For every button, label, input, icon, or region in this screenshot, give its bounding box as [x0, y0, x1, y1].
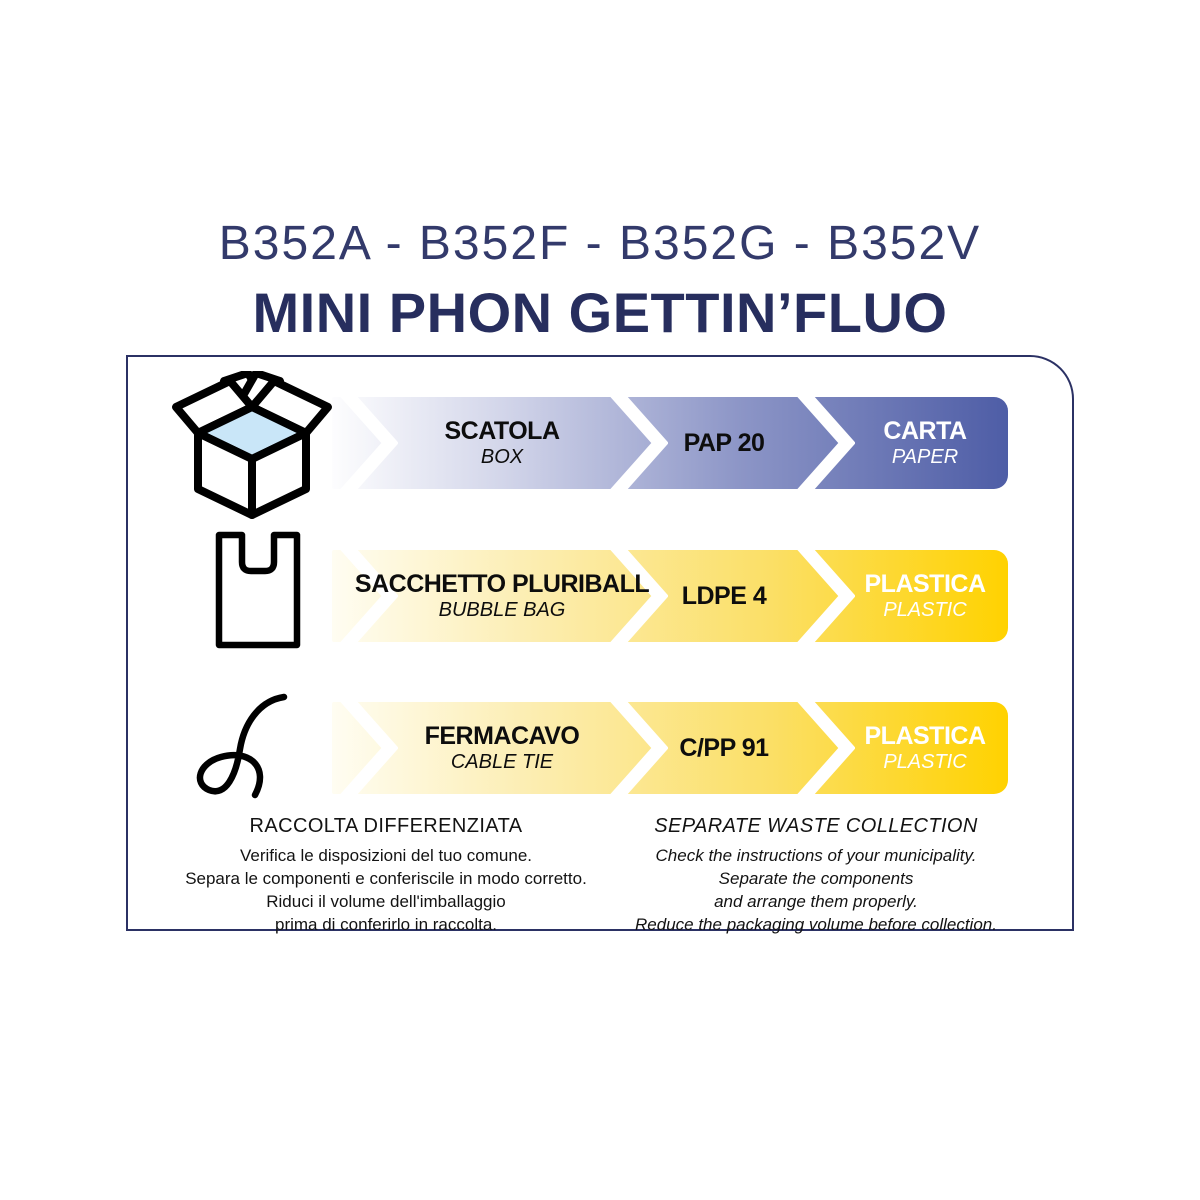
bag-material-band	[332, 550, 1008, 642]
material-segment	[845, 702, 1005, 794]
notes-line: and arrange them properly.	[714, 892, 918, 911]
cable-tie-icon	[194, 689, 304, 812]
notes-line: Separa le componenti e conferiscile in modo corretto.	[185, 869, 587, 888]
notes-line: prima di conferirlo in raccolta.	[274, 915, 498, 934]
material-name-en: PLASTIC	[883, 598, 967, 621]
material-name: CARTA	[883, 416, 967, 445]
notes-title-it: RACCOLTA DIFFERENZIATA	[249, 815, 523, 837]
component-segment	[390, 702, 614, 794]
material-name: PLASTICA	[864, 721, 986, 750]
material-name-en: PAPER	[891, 445, 959, 468]
material-code-segment	[654, 702, 794, 794]
component-name-en: BOX	[480, 445, 524, 468]
cable-tie-material-band	[332, 702, 1008, 794]
recycling-panel	[126, 355, 1074, 934]
component-name-en: CABLE TIE	[450, 750, 554, 773]
component-name: SACCHETTO PLURIBALL	[354, 569, 650, 598]
chevron-right-icon	[334, 397, 398, 489]
separate-collection-notes-it	[146, 815, 626, 936]
notes-line: Verifica le disposizioni del tuo comune.	[240, 846, 532, 865]
chevron-right-icon	[334, 702, 398, 794]
plastic-bag-icon	[212, 529, 304, 656]
open-box-icon	[172, 371, 332, 524]
notes-line: Reduce the packaging volume before collection.	[635, 915, 997, 934]
material-code-segment	[654, 397, 794, 489]
notes-title-en: SEPARATE WASTE COLLECTION	[654, 815, 978, 837]
material-name-en: PLASTIC	[883, 750, 967, 773]
model-codes: B352A - B352F - B352G - B352V	[218, 217, 982, 270]
component-segment	[354, 550, 650, 642]
material-name: PLASTICA	[864, 569, 986, 598]
material-segment	[845, 397, 1005, 489]
component-name: SCATOLA	[444, 416, 560, 445]
component-name: FERMACAVO	[424, 721, 580, 750]
box-material-band	[332, 397, 1008, 489]
component-name-en: BUBBLE BAG	[438, 598, 566, 621]
notes-line: Riduci il volume dell'imballaggio	[266, 892, 506, 911]
material-code-segment	[654, 550, 794, 642]
material-code: LDPE 4	[681, 582, 767, 610]
product-name: MINI PHON GETTIN’FLUO	[252, 281, 948, 344]
separate-collection-notes-en	[606, 815, 1026, 936]
material-code: C/PP 91	[679, 734, 769, 762]
material-segment	[845, 550, 1005, 642]
notes-line: Check the instructions of your municipality.	[655, 846, 977, 865]
notes-line: Separate the components	[718, 869, 914, 888]
component-segment	[390, 397, 614, 489]
material-code: PAP 20	[683, 429, 765, 457]
